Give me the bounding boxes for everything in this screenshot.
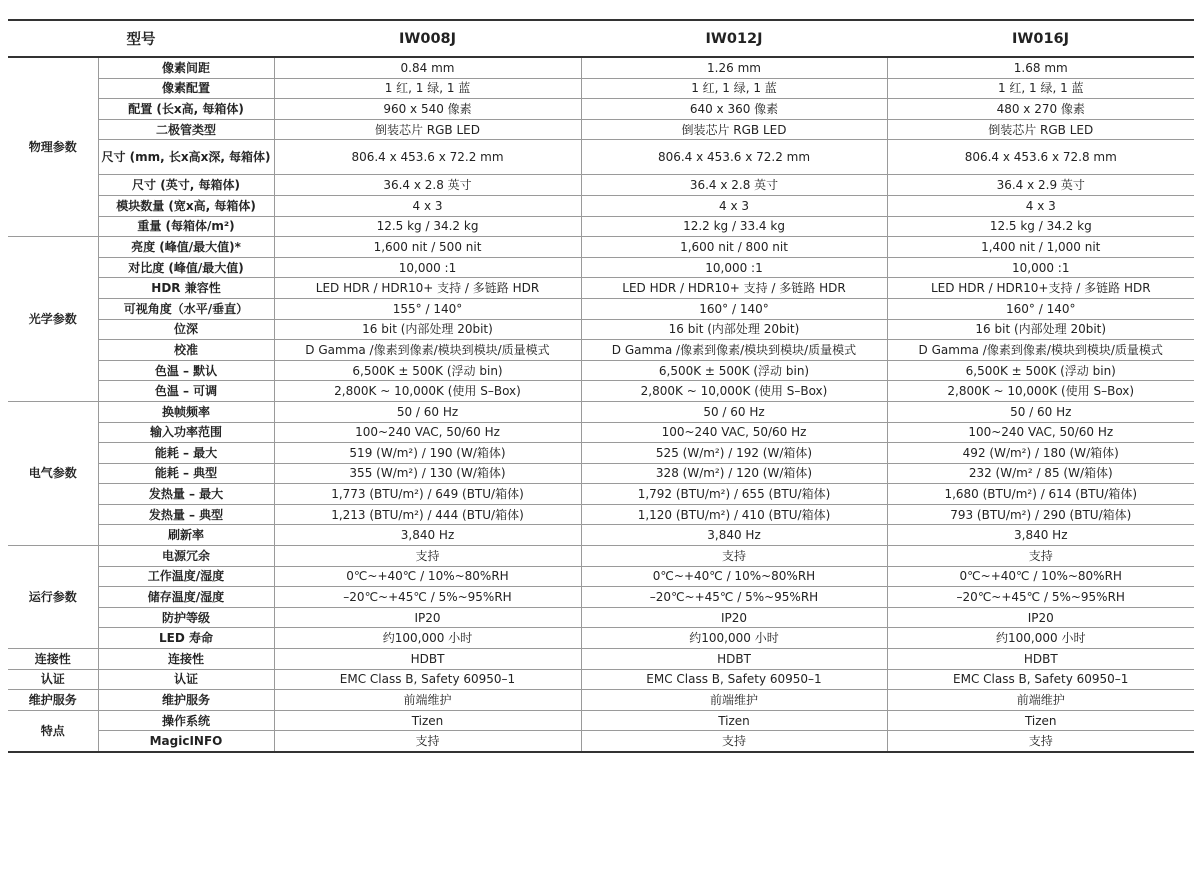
value-cell: LED HDR / HDR10+ 支持 / 多链路 HDR: [274, 278, 581, 299]
parameter-name-cell: 配置 (长x高, 每箱体): [98, 99, 274, 120]
value-cell: 1,773 (BTU/m²) / 649 (BTU/箱体): [274, 484, 581, 505]
parameter-name-cell: 维护服务: [98, 690, 274, 711]
value-cell: D Gamma /像素到像素/模块到模块/质量模式: [581, 340, 887, 361]
value-cell: 10,000 :1: [581, 257, 887, 278]
value-cell: 16 bit (内部处理 20bit): [274, 319, 581, 340]
value-cell: 12.5 kg / 34.2 kg: [274, 216, 581, 237]
table-row: [8, 175, 1194, 196]
value-cell: 355 (W/m²) / 130 (W/箱体): [274, 463, 581, 484]
parameter-name-cell: MagicINFO: [98, 731, 274, 752]
value-cell: Tizen: [887, 710, 1194, 731]
parameter-name-cell: 重量 (每箱体/m²): [98, 216, 274, 237]
parameter-name-cell: 电源冗余: [98, 546, 274, 567]
table-row: [8, 78, 1194, 99]
parameter-name-cell: 刷新率: [98, 525, 274, 546]
table-row: [8, 340, 1194, 361]
table-row: [8, 381, 1194, 402]
value-cell: 1 红, 1 绿, 1 蓝: [581, 78, 887, 99]
model-header-iw008j: IW008J: [274, 20, 581, 57]
parameter-name-cell: 操作系统: [98, 710, 274, 731]
value-cell: 100~240 VAC, 50/60 Hz: [887, 422, 1194, 443]
value-cell: 支持: [581, 546, 887, 567]
value-cell: 6,500K ± 500K (浮动 bin): [887, 360, 1194, 381]
parameter-name-cell: 发热量 – 典型: [98, 504, 274, 525]
value-cell: 2,800K ~ 10,000K (使用 S–Box): [581, 381, 887, 402]
value-cell: 16 bit (内部处理 20bit): [581, 319, 887, 340]
parameter-name-cell: 尺寸 (mm, 长x高x深, 每箱体): [98, 140, 274, 175]
value-cell: IP20: [581, 607, 887, 628]
table-row: [8, 525, 1194, 546]
value-cell: 328 (W/m²) / 120 (W/箱体): [581, 463, 887, 484]
value-cell: 36.4 x 2.8 英寸: [274, 175, 581, 196]
value-cell: 前端维护: [581, 690, 887, 711]
value-cell: Tizen: [581, 710, 887, 731]
category-cell: 特点: [8, 710, 98, 752]
value-cell: HDBT: [274, 649, 581, 670]
value-cell: 6,500K ± 500K (浮动 bin): [274, 360, 581, 381]
value-cell: 36.4 x 2.8 英寸: [581, 175, 887, 196]
parameter-name-cell: 输入功率范围: [98, 422, 274, 443]
category-cell: 光学参数: [8, 237, 98, 402]
value-cell: 16 bit (内部处理 20bit): [887, 319, 1194, 340]
table-row: [8, 484, 1194, 505]
value-cell: 12.2 kg / 33.4 kg: [581, 216, 887, 237]
value-cell: 50 / 60 Hz: [274, 401, 581, 422]
parameter-name-cell: 像素配置: [98, 78, 274, 99]
value-cell: 525 (W/m²) / 192 (W/箱体): [581, 443, 887, 464]
table-row: [8, 140, 1194, 175]
table-row: [8, 278, 1194, 299]
parameter-name-cell: 发热量 – 最大: [98, 484, 274, 505]
value-cell: 约100,000 小时: [274, 628, 581, 649]
value-cell: 0℃~+40℃ / 10%~80%RH: [887, 566, 1194, 587]
value-cell: –20℃~+45℃ / 5%~95%RH: [274, 587, 581, 608]
parameter-name-cell: 色温 – 默认: [98, 360, 274, 381]
value-cell: 492 (W/m²) / 180 (W/箱体): [887, 443, 1194, 464]
value-cell: 1,680 (BTU/m²) / 614 (BTU/箱体): [887, 484, 1194, 505]
parameter-name-cell: 能耗 – 最大: [98, 443, 274, 464]
value-cell: 3,840 Hz: [887, 525, 1194, 546]
value-cell: 约100,000 小时: [887, 628, 1194, 649]
value-cell: D Gamma /像素到像素/模块到模块/质量模式: [274, 340, 581, 361]
model-header-iw016j: IW016J: [887, 20, 1194, 57]
value-cell: 1.68 mm: [887, 57, 1194, 78]
value-cell: 50 / 60 Hz: [887, 401, 1194, 422]
value-cell: 160° / 140°: [581, 298, 887, 319]
parameter-name-cell: 模块数量 (宽x高, 每箱体): [98, 195, 274, 216]
table-row: [8, 504, 1194, 525]
value-cell: 50 / 60 Hz: [581, 401, 887, 422]
parameter-name-cell: 可视角度（水平/垂直）: [98, 298, 274, 319]
value-cell: 支持: [887, 546, 1194, 567]
value-cell: 1,600 nit / 800 nit: [581, 237, 887, 258]
value-cell: 100~240 VAC, 50/60 Hz: [274, 422, 581, 443]
value-cell: 12.5 kg / 34.2 kg: [887, 216, 1194, 237]
value-cell: 4 x 3: [581, 195, 887, 216]
value-cell: 4 x 3: [887, 195, 1194, 216]
value-cell: EMC Class B, Safety 60950–1: [274, 669, 581, 690]
value-cell: 支持: [887, 731, 1194, 752]
value-cell: 支持: [581, 731, 887, 752]
table-row: [8, 587, 1194, 608]
parameter-name-cell: 像素间距: [98, 57, 274, 78]
table-row: [8, 443, 1194, 464]
parameter-name-cell: LED 寿命: [98, 628, 274, 649]
table-row: [8, 298, 1194, 319]
parameter-name-cell: 储存温度/湿度: [98, 587, 274, 608]
table-row: [8, 607, 1194, 628]
value-cell: D Gamma /像素到像素/模块到模块/质量模式: [887, 340, 1194, 361]
table-row: [8, 195, 1194, 216]
category-cell: 认证: [8, 669, 98, 690]
table-row: [8, 119, 1194, 140]
value-cell: 155° / 140°: [274, 298, 581, 319]
value-cell: 960 x 540 像素: [274, 99, 581, 120]
category-cell: 电气参数: [8, 401, 98, 545]
parameter-name-cell: 认证: [98, 669, 274, 690]
value-cell: 0℃~+40℃ / 10%~80%RH: [274, 566, 581, 587]
value-cell: 2,800K ~ 10,000K (使用 S–Box): [274, 381, 581, 402]
parameter-name-cell: 对比度 (峰值/最大值): [98, 257, 274, 278]
parameter-name-cell: 色温 – 可调: [98, 381, 274, 402]
value-cell: 3,840 Hz: [581, 525, 887, 546]
table-header-row: [8, 20, 1194, 57]
value-cell: 约100,000 小时: [581, 628, 887, 649]
parameter-name-cell: 能耗 – 典型: [98, 463, 274, 484]
model-label-header: 型号: [8, 20, 274, 57]
table-row: [8, 257, 1194, 278]
value-cell: 1,213 (BTU/m²) / 444 (BTU/箱体): [274, 504, 581, 525]
category-cell: 连接性: [8, 649, 98, 670]
value-cell: 6,500K ± 500K (浮动 bin): [581, 360, 887, 381]
value-cell: 1,120 (BTU/m²) / 410 (BTU/箱体): [581, 504, 887, 525]
table-row: [8, 669, 1194, 690]
value-cell: 前端维护: [274, 690, 581, 711]
parameter-name-cell: 换帧频率: [98, 401, 274, 422]
value-cell: 519 (W/m²) / 190 (W/箱体): [274, 443, 581, 464]
table-row: [8, 566, 1194, 587]
category-cell: 维护服务: [8, 690, 98, 711]
value-cell: 1 红, 1 绿, 1 蓝: [887, 78, 1194, 99]
value-cell: 支持: [274, 546, 581, 567]
spec-table-body: [8, 57, 1194, 752]
table-row: [8, 237, 1194, 258]
value-cell: 支持: [274, 731, 581, 752]
table-row: [8, 216, 1194, 237]
value-cell: EMC Class B, Safety 60950–1: [581, 669, 887, 690]
table-row: [8, 628, 1194, 649]
table-row: [8, 731, 1194, 752]
value-cell: –20℃~+45℃ / 5%~95%RH: [581, 587, 887, 608]
value-cell: 0℃~+40℃ / 10%~80%RH: [581, 566, 887, 587]
parameter-name-cell: 二极管类型: [98, 119, 274, 140]
parameter-name-cell: 校准: [98, 340, 274, 361]
table-row: [8, 546, 1194, 567]
value-cell: 4 x 3: [274, 195, 581, 216]
value-cell: IP20: [274, 607, 581, 628]
parameter-name-cell: 亮度 (峰值/最大值)*: [98, 237, 274, 258]
value-cell: LED HDR / HDR10+支持 / 多链路 HDR: [887, 278, 1194, 299]
parameter-name-cell: 尺寸 (英寸, 每箱体): [98, 175, 274, 196]
value-cell: 1 红, 1 绿, 1 蓝: [274, 78, 581, 99]
value-cell: 100~240 VAC, 50/60 Hz: [581, 422, 887, 443]
value-cell: 1.26 mm: [581, 57, 887, 78]
value-cell: 2,800K ~ 10,000K (使用 S–Box): [887, 381, 1194, 402]
spec-table: [8, 19, 1194, 753]
value-cell: 793 (BTU/m²) / 290 (BTU/箱体): [887, 504, 1194, 525]
value-cell: 806.4 x 453.6 x 72.2 mm: [274, 140, 581, 175]
value-cell: 倒装芯片 RGB LED: [581, 119, 887, 140]
value-cell: 0.84 mm: [274, 57, 581, 78]
parameter-name-cell: HDR 兼容性: [98, 278, 274, 299]
table-row: [8, 690, 1194, 711]
value-cell: HDBT: [581, 649, 887, 670]
value-cell: EMC Class B, Safety 60950–1: [887, 669, 1194, 690]
parameter-name-cell: 工作温度/湿度: [98, 566, 274, 587]
category-cell: 运行参数: [8, 546, 98, 649]
table-row: [8, 710, 1194, 731]
value-cell: 10,000 :1: [274, 257, 581, 278]
model-header-iw012j: IW012J: [581, 20, 887, 57]
category-cell: 物理参数: [8, 57, 98, 237]
value-cell: –20℃~+45℃ / 5%~95%RH: [887, 587, 1194, 608]
table-row: [8, 401, 1194, 422]
value-cell: 1,792 (BTU/m²) / 655 (BTU/箱体): [581, 484, 887, 505]
value-cell: Tizen: [274, 710, 581, 731]
value-cell: HDBT: [887, 649, 1194, 670]
value-cell: 3,840 Hz: [274, 525, 581, 546]
value-cell: 10,000 :1: [887, 257, 1194, 278]
table-row: [8, 319, 1194, 340]
parameter-name-cell: 连接性: [98, 649, 274, 670]
value-cell: 36.4 x 2.9 英寸: [887, 175, 1194, 196]
value-cell: 480 x 270 像素: [887, 99, 1194, 120]
value-cell: 倒装芯片 RGB LED: [274, 119, 581, 140]
table-row: [8, 360, 1194, 381]
value-cell: 前端维护: [887, 690, 1194, 711]
table-row: [8, 463, 1194, 484]
value-cell: 1,600 nit / 500 nit: [274, 237, 581, 258]
table-row: [8, 57, 1194, 78]
value-cell: 806.4 x 453.6 x 72.2 mm: [581, 140, 887, 175]
value-cell: IP20: [887, 607, 1194, 628]
value-cell: LED HDR / HDR10+ 支持 / 多链路 HDR: [581, 278, 887, 299]
value-cell: 806.4 x 453.6 x 72.8 mm: [887, 140, 1194, 175]
value-cell: 232 (W/m² / 85 (W/箱体): [887, 463, 1194, 484]
table-row: [8, 99, 1194, 120]
value-cell: 160° / 140°: [887, 298, 1194, 319]
value-cell: 倒装芯片 RGB LED: [887, 119, 1194, 140]
value-cell: 1,400 nit / 1,000 nit: [887, 237, 1194, 258]
parameter-name-cell: 防护等级: [98, 607, 274, 628]
table-row: [8, 649, 1194, 670]
parameter-name-cell: 位深: [98, 319, 274, 340]
value-cell: 640 x 360 像素: [581, 99, 887, 120]
table-row: [8, 422, 1194, 443]
